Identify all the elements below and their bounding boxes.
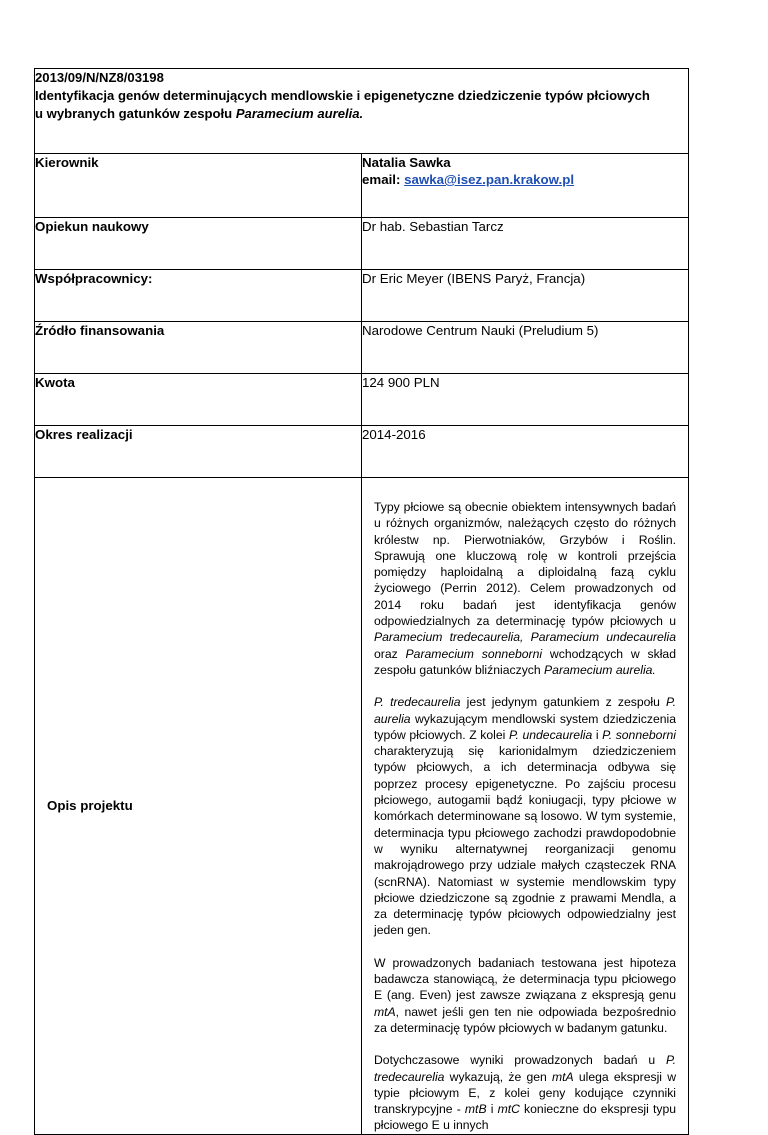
- project-info-table: [34, 68, 689, 1135]
- p4-gene-f: mtB: [464, 1102, 487, 1117]
- p1-text-e: wchodzących w skład zespołu gatunków bliźniaczych: [374, 646, 676, 677]
- p2-text-h: charakteryzują się karionidalmym dziedziczeniem typów płciowych, a ich determinacja odbywa się poprzez procesy epigenetyczne. Po zajściu procesu płciowego, autogamii bądź koniugacji, typy płciowe w komórkach determinowane są losowo. W tym systemie, determinacja typu płciowego zachodzi prawdopodobnie w wyniku alternatywnej reorganizacji genomu makrojądrowego przy udziale małych cząsteczek RNA (scnRNA). Natomiast w systemie mendlowskim typy płciowe dziedziczone są zgodnie z prawami Mendla, a za determinację typów płciowych odpowiedzialny jest jeden gen.: [374, 744, 676, 938]
- p2-text-b: jest jedynym gatunkiem z zespołu: [460, 695, 667, 710]
- manager-name: Natalia Sawka: [362, 155, 451, 170]
- description-row: [35, 478, 689, 1135]
- p4-text-e: ulega ekspresji w typie płciowym E, z kolei geny kodujące czynniki transkrypcyjne -: [374, 1069, 676, 1117]
- p4-gene-d: mtA: [552, 1069, 574, 1084]
- description-paragraph-3: [374, 955, 676, 1036]
- p1-text-c: oraz: [374, 646, 406, 661]
- collaborators-row: [35, 270, 689, 322]
- supervisor-value: Dr hab. Sebastian Tarcz: [362, 218, 689, 270]
- p1-species-b: Paramecium sonneborni: [405, 646, 543, 661]
- description-paragraph-2: [374, 694, 676, 938]
- manager-row: [35, 154, 689, 218]
- p2-text-d: wykazującym mendlowski system dziedziczenia typów płciowych. Z kolei: [374, 711, 676, 742]
- supervisor-label: Opiekun naukowy: [35, 218, 362, 270]
- period-label: Okres realizacji: [35, 426, 362, 478]
- p4-species-b: P. tredecaurelia: [374, 1053, 676, 1084]
- p2-species-a: P. tredecaurelia: [374, 695, 461, 710]
- supervisor-row: [35, 218, 689, 270]
- p3-gene-b: mtA: [374, 1004, 396, 1019]
- email-link[interactable]: sawka@isez.pan.krakow.pl: [404, 172, 575, 187]
- manager-email-line: [362, 171, 688, 188]
- amount-row: [35, 374, 689, 426]
- header-row: [35, 69, 689, 154]
- description-paragraph-4: [374, 1052, 676, 1133]
- p3-text-c: , nawet jeśli gen ten nie odpowiada bezpośrednio za determinację typów płciowych w badanym gatunku.: [374, 1004, 676, 1035]
- project-title-line1: Identyfikacja genów determinujących mendlowskie i epigenetyczne dziedziczenie typów płciowych: [35, 88, 650, 103]
- project-header-cell: [35, 69, 689, 154]
- p2-species-e: P. undecaurelia: [508, 727, 593, 742]
- p2-text-f: i: [592, 727, 603, 742]
- p3-text-a: W prowadzonych badaniach testowana jest hipoteza badawcza stanowiącą, że determinacja typu płciowego E (ang. Even) jest zawsze związana z ekspresją genu: [374, 955, 676, 1003]
- amount-value: 124 900 PLN: [362, 374, 689, 426]
- funding-label: Źródło finansowania: [35, 322, 362, 374]
- period-value: 2014-2016: [362, 426, 689, 478]
- manager-value-cell: [362, 154, 689, 218]
- p4-gene-h: mtC: [497, 1102, 520, 1117]
- p1-species-a: Paramecium tredecaurelia, Paramecium undecaurelia: [374, 630, 676, 645]
- project-number: 2013/09/N/NZ8/03198: [35, 70, 164, 85]
- funding-value: Narodowe Centrum Nauki (Preludium 5): [362, 322, 689, 374]
- description-text-cell: [362, 478, 689, 1135]
- title-line2-prefix: u wybranych gatunków zespołu: [35, 106, 236, 121]
- period-row: [35, 426, 689, 478]
- p4-text-i: konieczne do ekspresji typu płciowego E u innych: [374, 1102, 677, 1133]
- collaborators-value: Dr Eric Meyer (IBENS Paryż, Francja): [362, 270, 689, 322]
- p1-text-a: Typy płciowe są obecnie obiektem intensywnych badań u różnych organizmów, należących często do różnych królestw np. Pierwotniaków, Grzybów i Roślin. Sprawują one kluczową rolę w kontroli przejścia pomiędzy haploidalną a diploidalną fazą cyklu życiowego (Perrin 2012). Celem prowadzonych od 2014 roku badań jest identyfikacja genów odpowiedzialnych za determinację typów płciowych u: [374, 500, 676, 629]
- funding-row: [35, 322, 689, 374]
- p4-text-a: Dotychczasowe wyniki prowadzonych badań u: [374, 1053, 667, 1068]
- p4-text-c: wykazują, że gen: [444, 1069, 552, 1084]
- project-title-line2: [35, 105, 688, 123]
- p2-species-c: P. aurelia: [374, 695, 676, 726]
- amount-label: Kwota: [35, 374, 362, 426]
- p4-text-g: i: [486, 1102, 498, 1117]
- p1-species-c: Paramecium aurelia.: [544, 662, 656, 677]
- description-paragraph-1: [374, 499, 676, 678]
- title-line2-species: Paramecium aurelia.: [235, 106, 364, 121]
- manager-label: Kierownik: [35, 154, 362, 218]
- p2-species-g: P. sonneborni: [602, 727, 676, 742]
- email-label: email:: [362, 172, 405, 187]
- description-label: Opis projektu: [35, 478, 362, 1135]
- collaborators-label: Współpracownicy:: [35, 270, 362, 322]
